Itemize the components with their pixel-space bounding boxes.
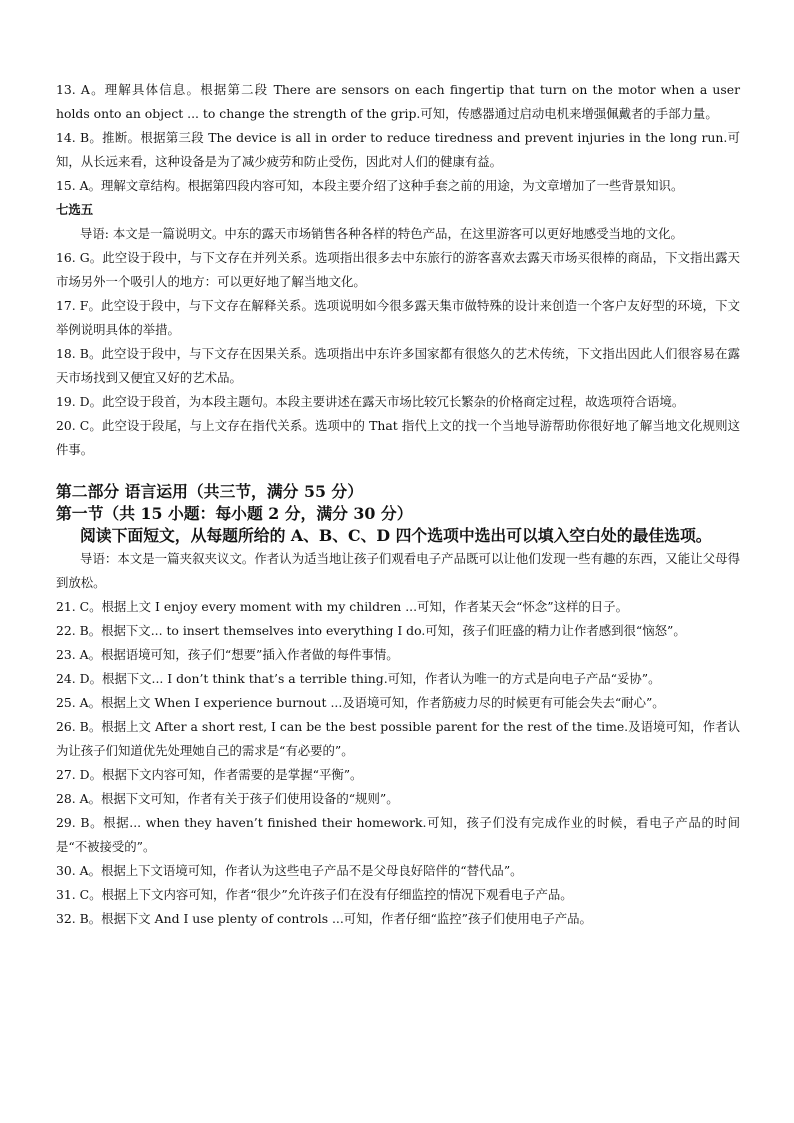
answer-23: 23. A。根据语境可知，孩子们“想要”插入作者做的每件事情。 (56, 647, 399, 662)
answer-17: 17. F。此空设于段中，与下文存在解释关系。选项说明如今很多露天集市做特殊的设计来创造一个客户友好型的环境，下文举例说明具体的举措。 (56, 298, 740, 337)
section-heading-7x5: 七选五 (56, 202, 94, 217)
answer-28: 28. A。根据下文可知，作者有关于孩子们使用设备的“规则”。 (56, 791, 399, 806)
intro-cloze: 导语：本文是一篇夹叙夹议文。作者认为适当地让孩子们观看电子产品既可以让他们发现一些有趣的东西，又能让父母得到放松。 (56, 551, 740, 590)
intro-7x5: 导语: 本文是一篇说明文。中东的露天市场销售各种各样的特色产品，在这里游客可以更好地感受当地的文化。 (80, 226, 683, 241)
answer-24: 24. D。根据下文... I don’t think that’s a terrible thing.可知，作者认为唯一的方式是向电子产品“妥协”。 (56, 671, 661, 686)
answer-16: 16. G。此空设于段中，与下文存在并列关系。选项指出很多去中东旅行的游客喜欢去露天市场买很棒的商品，下文指出露天市场另外一个吸引人的地方：可以更好地了解当地文化。 (56, 250, 740, 289)
answer-31: 31. C。根据上下文内容可知，作者“很少”允许孩子们在没有仔细监控的情况下观看电子产品。 (56, 887, 573, 902)
answer-document (56, 78, 740, 931)
part2-instruction: 阅读下面短文，从每题所给的 A、B、C、D 四个选项中选出可以填入空白处的最佳选项。 (80, 526, 712, 545)
answer-19: 19. D。此空设于段首，为本段主题句。本段主要讲述在露天市场比较冗长繁杂的价格商定过程，故选项符合语境。 (56, 394, 685, 409)
answer-14: 14. B。推断。根据第三段 The device is all in order to reduce tiredness and prevent injuries in the long run.可知，从长远来看，这种设备是为了减少疲劳和防止受伤，因此对人们的健康有益。 (56, 130, 740, 169)
answer-32: 32. B。根据下文 And I use plenty of controls ...可知，作者仔细“监控”孩子们使用电子产品。 (56, 911, 592, 926)
answer-15: 15. A。理解文章结构。根据第四段内容可知，本段主要介绍了这种手套之前的用途，为文章增加了一些背景知识。 (56, 178, 684, 193)
part2-title: 第二部分 语言运用（共三节，满分 55 分） (56, 482, 364, 501)
answer-22: 22. B。根据下文... to insert themselves into everything I do.可知，孩子们旺盛的精力让作者感到很“恼怒”。 (56, 623, 686, 638)
answer-21: 21. C。根据上文 I enjoy every moment with my children ...可知，作者某天会“怀念”这样的日子。 (56, 599, 628, 614)
part2-section1-title: 第一节（共 15 小题：每小题 2 分，满分 30 分） (56, 504, 413, 523)
answer-13: 13. A。理解具体信息。根据第二段 There are sensors on each fingertip that turn on the motor when a user holds onto an object ... to change the strength of the grip.可知，传感器通过启动电机来增强佩戴者的手部力量。 (56, 82, 740, 121)
answer-25: 25. A。根据上文 When I experience burnout ...及语境可知，作者筋疲力尽的时候更有可能会失去“耐心”。 (56, 695, 665, 710)
answer-27: 27. D。根据下文内容可知，作者需要的是掌握“平衡”。 (56, 767, 363, 782)
answer-30: 30. A。根据上下文语境可知，作者认为这些电子产品不是父母良好陪伴的“替代品”。 (56, 863, 523, 878)
answer-26: 26. B。根据上文 After a short rest, I can be the best possible parent for the rest of the time.及语境可知，作者认为让孩子们知道优先处理她自己的需求是“有必要的”。 (56, 719, 740, 758)
answer-29: 29. B。根据... when they haven’t finished their homework.可知，孩子们没有完成作业的时候，看电子产品的时间是“不被接受的”。 (56, 815, 740, 854)
answer-18: 18. B。此空设于段中，与下文存在因果关系。选项指出中东许多国家都有很悠久的艺术传统，下文指出因此人们很容易在露天市场找到又便宜又好的艺术品。 (56, 346, 740, 385)
answer-20: 20. C。此空设于段尾，与上文存在指代关系。选项中的 That 指代上文的找一个当地导游帮助你很好地了解当地文化规则这件事。 (56, 418, 740, 457)
